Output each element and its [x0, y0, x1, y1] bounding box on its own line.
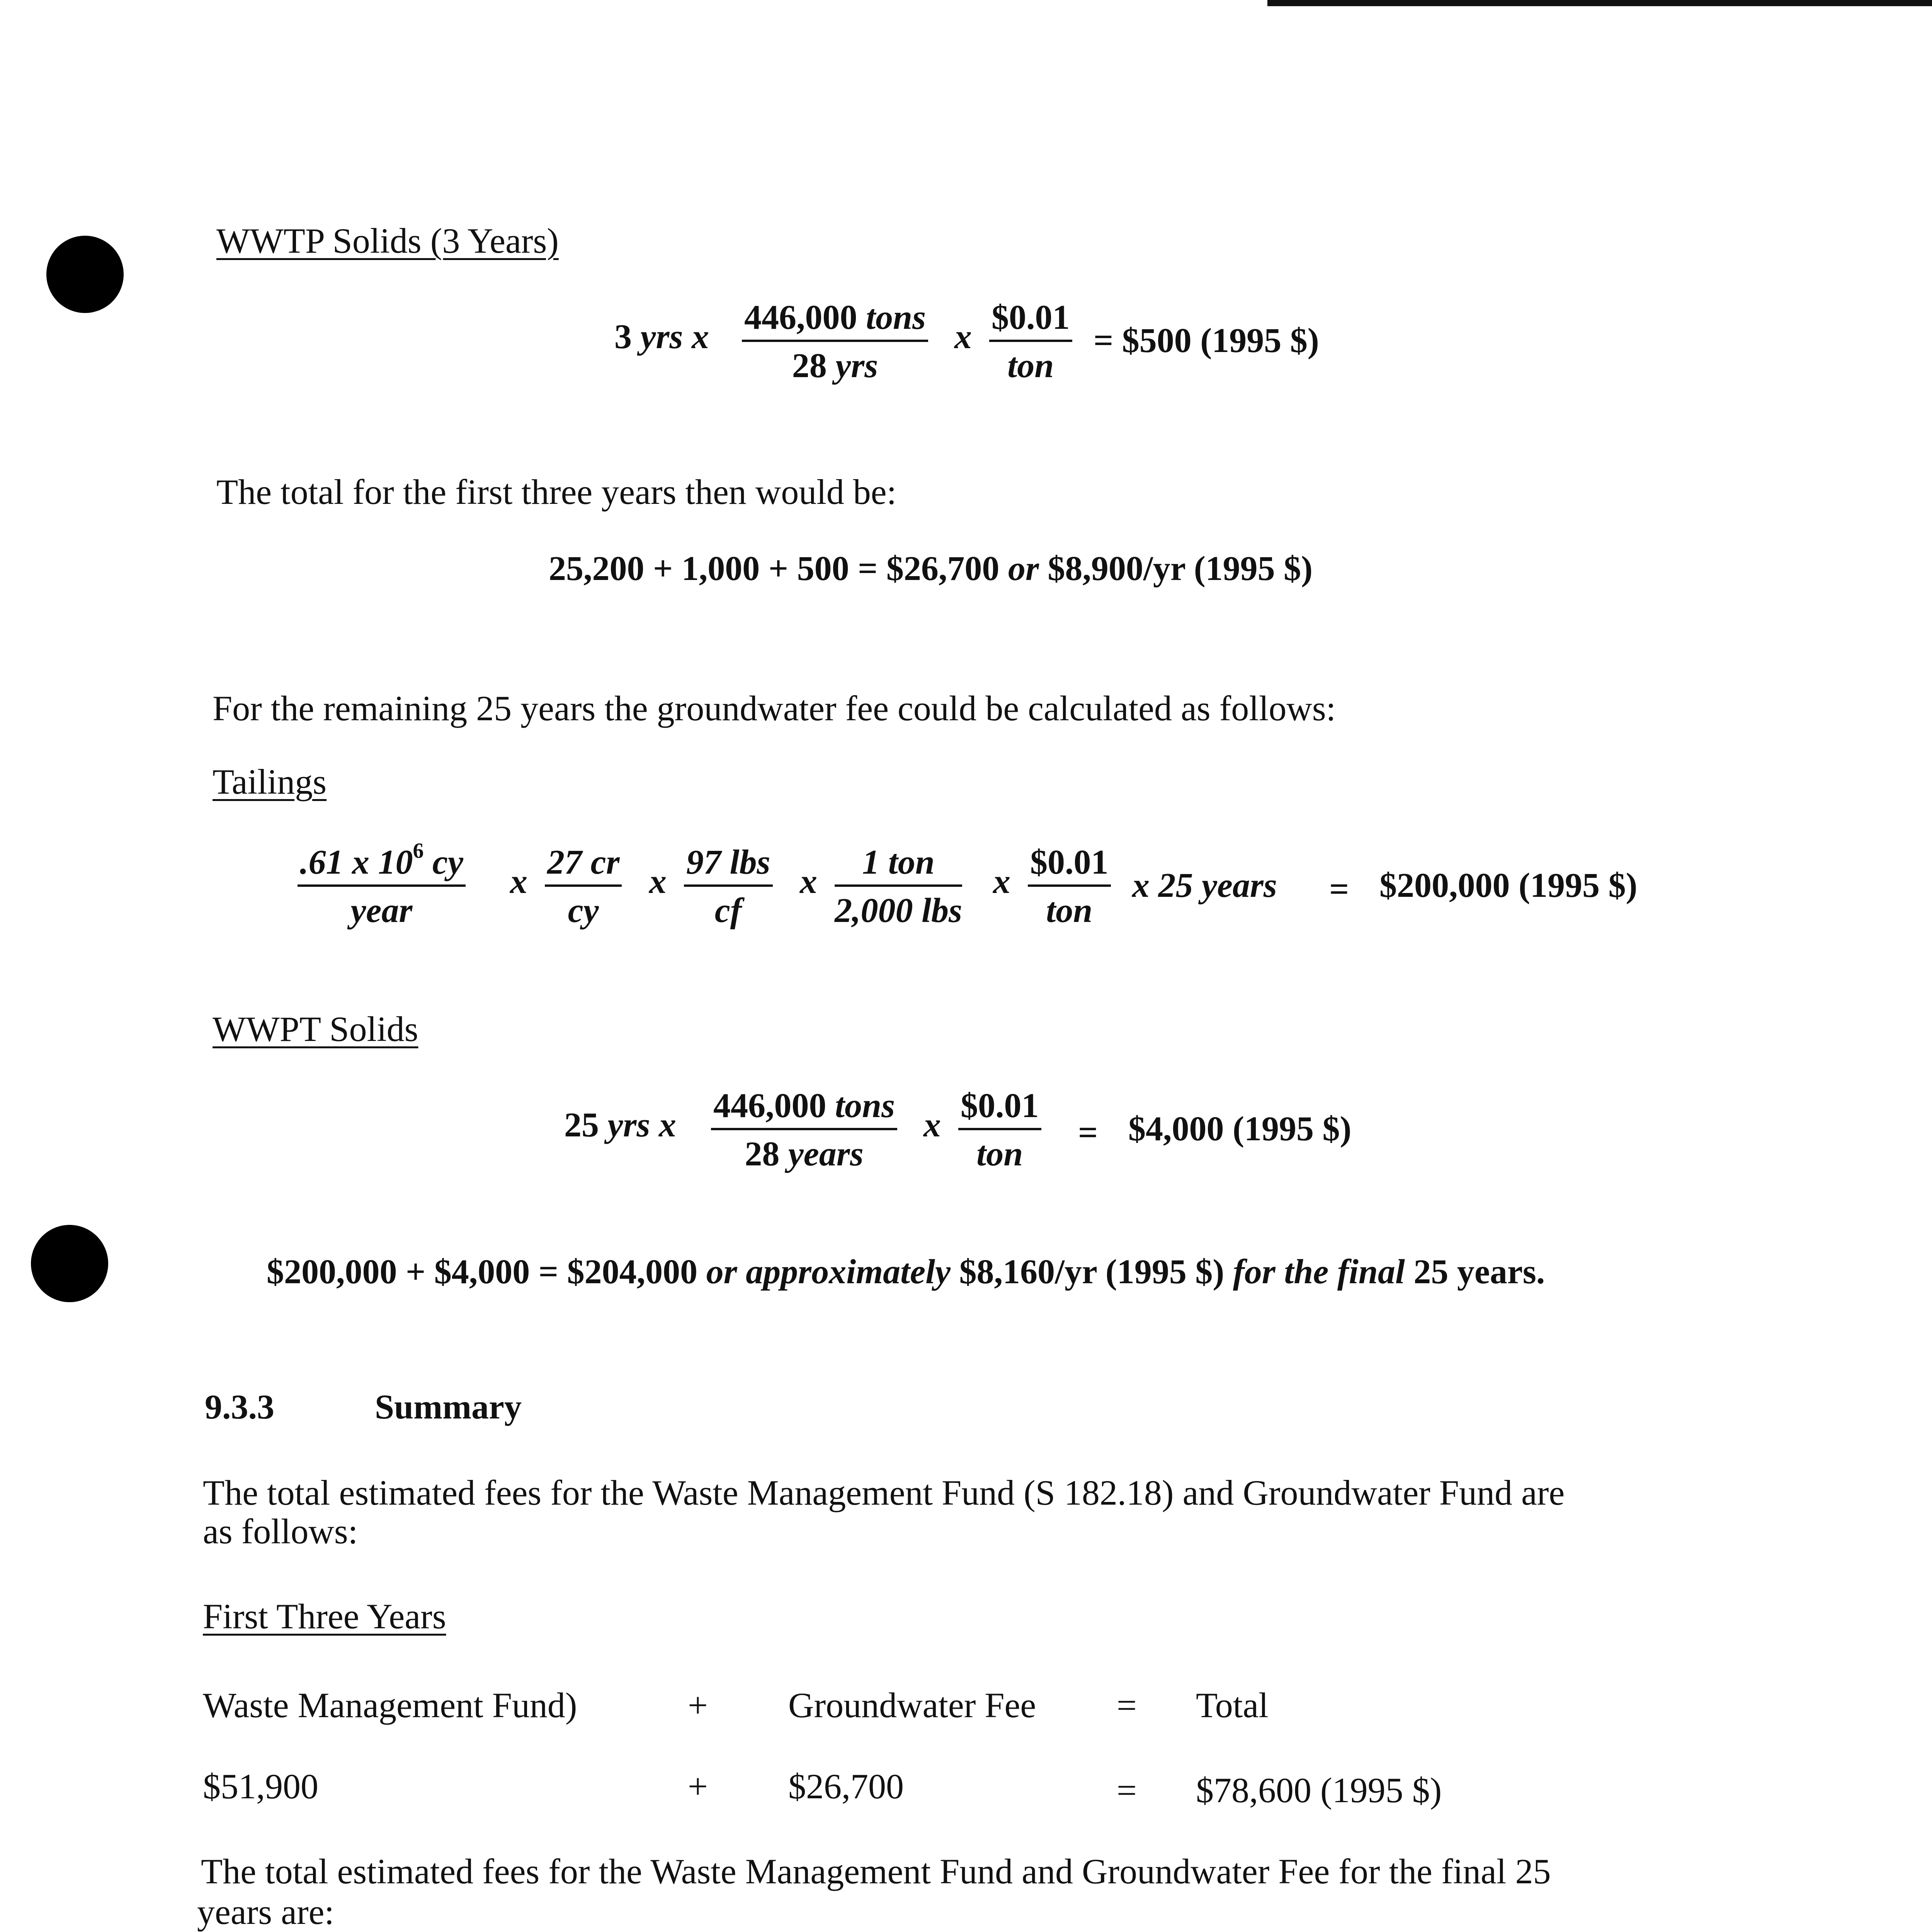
wwpt-lead: 25	[564, 1106, 599, 1144]
first-total-eq-b: $8,900/yr (1995 $)	[1048, 549, 1313, 588]
wwtp-f1-num: 446,000	[744, 298, 857, 337]
wwpt-heading: WWPT Solids	[213, 1009, 418, 1049]
tailings-times-2: x	[649, 862, 667, 901]
top-edge-line	[1267, 0, 1932, 6]
tailings-f3-den: cf	[714, 891, 742, 930]
final-sum-c: $8,160/yr (1995 $)	[959, 1253, 1225, 1291]
wwpt-equals: =	[1078, 1114, 1098, 1152]
tailings-times-3: x	[800, 862, 817, 901]
first-total-eq-a: 25,200 + 1,000 + 500 = $26,700	[549, 549, 1000, 588]
table1-value-equals: =	[1117, 1770, 1137, 1810]
wwtp-times: x	[954, 318, 972, 356]
wwtp-result: = $500 (1995 $)	[1094, 321, 1319, 360]
wwpt-f1-num-unit: tons	[835, 1087, 895, 1125]
tailings-tail: x 25	[1132, 866, 1193, 905]
tailings-f2-den: cy	[568, 891, 599, 930]
summary-intro-line2: as follows:	[203, 1512, 358, 1551]
tailings-fraction-ton	[835, 842, 962, 930]
wwpt-equation	[564, 1105, 676, 1145]
tailings-f1-den: year	[350, 891, 413, 930]
section-number: 9.3.3	[205, 1388, 274, 1426]
wwtp-f1-num-unit: tons	[866, 298, 926, 337]
tailings-fraction-lbs	[684, 842, 773, 930]
wwtp-equation	[614, 317, 709, 357]
tailings-f3-num: 97 lbs	[684, 842, 773, 887]
wwpt-f1-den-unit: years	[788, 1135, 864, 1173]
wwpt-f2-den: ton	[976, 1135, 1023, 1173]
tailings-f1-exp: 6	[413, 839, 424, 863]
table1-value-gwf: $26,700	[788, 1767, 904, 1806]
tailings-f4-den: 2,000 lbs	[835, 891, 963, 930]
punch-hole-middle	[31, 1225, 108, 1302]
tailings-f1-num-unit: cy	[432, 843, 463, 881]
wwtp-lead: 3	[614, 318, 632, 356]
first-total-equation	[549, 549, 1313, 588]
table1-header-plus: +	[688, 1685, 708, 1725]
tailings-tail-unit: years	[1202, 866, 1277, 905]
tailings-heading: Tailings	[213, 762, 327, 801]
wwpt-fraction-tons	[711, 1086, 897, 1174]
first-three-years-heading: First Three Years	[203, 1597, 446, 1636]
first-total-intro: The total for the first three years then would be:	[216, 472, 897, 512]
tailings-f1-num: .61 x 10	[300, 843, 413, 881]
table1-value-wmf: $51,900	[203, 1767, 318, 1806]
wwtp-f1-den-unit: yrs	[835, 347, 878, 385]
table1-header-total: Total	[1196, 1685, 1269, 1725]
remaining-intro: For the remaining 25 years the groundwater fee could be calculated as follows:	[213, 689, 1336, 728]
wwtp-f2-den: ton	[1007, 347, 1054, 385]
wwpt-lead-unit: yrs x	[607, 1106, 676, 1144]
wwtp-fraction-rate	[989, 298, 1072, 386]
final-sum-e: 25 years.	[1413, 1253, 1545, 1291]
final-sum-b: or approximately	[706, 1253, 951, 1291]
final-years-intro-line2: years are:	[197, 1892, 334, 1932]
final-sum-a: $200,000 + $4,000 = $204,000	[267, 1253, 698, 1291]
tailings-f2-num: 27 cr	[545, 842, 622, 887]
tailings-fraction-rate	[1028, 842, 1111, 930]
tailings-f5-num: $0.01	[1028, 842, 1111, 887]
wwtp-f1-den: 28	[792, 347, 827, 385]
tailings-result: $200,000 (1995 $)	[1379, 866, 1638, 905]
tailings-duration	[1132, 866, 1277, 905]
tailings-times-1: x	[510, 862, 527, 901]
wwtp-f2-num: $0.01	[989, 298, 1072, 342]
summary-intro-line1: The total estimated fees for the Waste Management Fund (S 182.18) and Groundwater Fund are	[203, 1473, 1565, 1512]
wwtp-fraction-tons	[742, 298, 928, 386]
tailings-f4-num: 1 ton	[835, 842, 962, 887]
wwtp-lead-unit: yrs x	[640, 318, 709, 356]
tailings-times-4: x	[993, 862, 1010, 901]
final-sum-d: for the final	[1233, 1253, 1405, 1291]
tailings-f5-den: ton	[1046, 891, 1093, 930]
first-total-or: or	[1008, 549, 1039, 588]
wwpt-fraction-rate	[958, 1086, 1041, 1174]
tailings-fraction-volume	[298, 839, 466, 930]
final-years-intro-line1: The total estimated fees for the Waste Management Fund and Groundwater Fee for the final 25	[201, 1852, 1551, 1891]
table1-header-gwf: Groundwater Fee	[788, 1685, 1036, 1725]
wwpt-result: $4,000 (1995 $)	[1128, 1110, 1352, 1148]
table1-value-plus: +	[688, 1767, 708, 1806]
wwpt-times: x	[923, 1106, 941, 1144]
table1-header-wmf: Waste Management Fund)	[203, 1685, 577, 1725]
wwpt-f1-den: 28	[745, 1135, 780, 1173]
final-sum-equation	[267, 1252, 1545, 1292]
table1-header-equals: =	[1117, 1685, 1137, 1725]
wwpt-f2-num: $0.01	[958, 1086, 1041, 1130]
wwtp-heading: WWTP Solids (3 Years)	[216, 221, 559, 260]
tailings-equals: =	[1329, 870, 1349, 908]
tailings-fraction-cr	[545, 842, 622, 930]
table1-value-total: $78,600 (1995 $)	[1196, 1770, 1442, 1810]
wwpt-f1-num: 446,000	[713, 1087, 827, 1125]
section-title: Summary	[375, 1388, 522, 1426]
punch-hole-top	[46, 236, 124, 313]
